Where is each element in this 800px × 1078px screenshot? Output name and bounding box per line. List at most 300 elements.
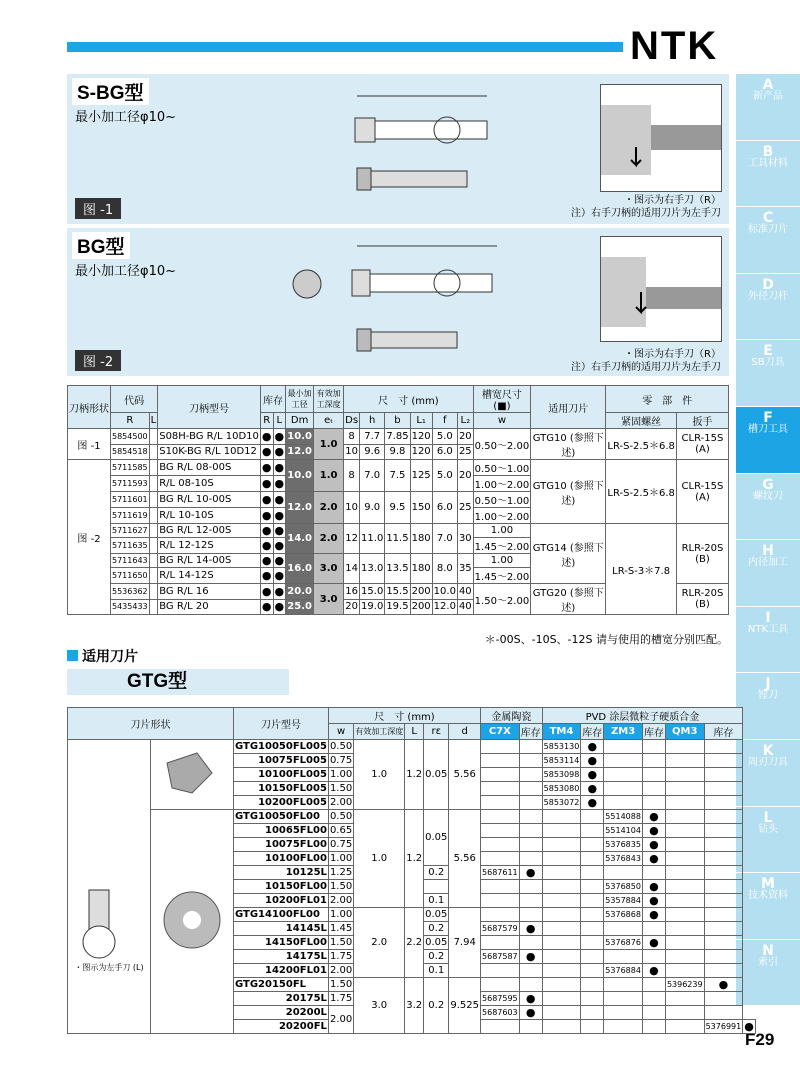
insert-width: 1.75 <box>329 993 353 1004</box>
insert-width: 1.50 <box>329 783 353 794</box>
dim-r: 0.2 <box>424 866 449 880</box>
stock-tm4 <box>581 964 604 978</box>
dim-h: 7.0 <box>360 460 385 492</box>
panel-title: S-BG型 <box>72 78 149 105</box>
nav-tab-i[interactable] <box>736 607 800 674</box>
insert-model: 10075FL00 <box>234 838 329 852</box>
insert-width: 0.50 <box>329 811 353 822</box>
code-r: 5711635 <box>111 538 150 554</box>
dim-b: 7.85 <box>385 429 410 445</box>
stock-l: ● <box>274 509 285 522</box>
col-id: d <box>449 724 481 740</box>
stock-c7x: ● <box>519 950 542 964</box>
code-zm3: 5514088 <box>604 810 643 824</box>
stock-zm3 <box>642 922 665 936</box>
nav-tab-letter: A <box>762 77 774 93</box>
nav-tab-f[interactable] <box>736 407 800 474</box>
col-stock-r: R <box>260 413 273 429</box>
stock-tm4 <box>581 824 604 838</box>
stock-l: ● <box>274 477 285 490</box>
dim-f: 6.0 <box>432 444 457 460</box>
stock-qm3 <box>704 866 743 880</box>
code-l <box>149 538 158 554</box>
nav-tab-g[interactable] <box>736 474 800 541</box>
code-r: 5711650 <box>111 568 150 584</box>
dim-d: 9.525 <box>449 978 481 1034</box>
stock-zm3 <box>642 950 665 964</box>
code-c7x <box>481 894 520 908</box>
stock-tm4 <box>604 1020 643 1034</box>
dim-l1: 180 <box>410 524 432 554</box>
dim-r: 0.05 <box>424 740 449 810</box>
eff-depth: 3.0 <box>314 584 344 615</box>
code-qm3 <box>665 782 704 796</box>
col-qm3: QM3 <box>665 724 704 740</box>
code-r: 5854500 <box>111 429 150 445</box>
code-r: 5711585 <box>111 460 150 476</box>
dim-l1: 120 <box>410 444 432 460</box>
code-qm3 <box>665 936 704 950</box>
nav-tab-label: 新产品 <box>753 91 783 102</box>
dim-ds: 8 <box>344 429 360 445</box>
insert-model: 20200FL <box>234 1020 329 1034</box>
code-tm4 <box>542 880 581 894</box>
stock-qm3 <box>704 950 743 964</box>
nav-tab-letter: G <box>762 476 774 493</box>
stock-l: ● <box>274 584 285 598</box>
insert-photo-2 <box>151 810 234 1034</box>
col-code-r: R <box>111 413 150 429</box>
stock-zm3: ● <box>642 964 665 978</box>
stock-tm4: ● <box>581 768 604 782</box>
stock-tm4: ● <box>581 740 604 754</box>
insert-width: 1.00 <box>329 909 353 920</box>
table-row <box>68 740 756 754</box>
code-zm3 <box>604 992 643 1006</box>
stock-c7x: ● <box>519 1006 542 1020</box>
insert-width: 1.50 <box>329 979 353 990</box>
code-c7x: 5687579 <box>481 922 520 936</box>
dim-l2: 40 <box>457 584 473 600</box>
stock-c7x <box>519 768 542 782</box>
insert-photo-1 <box>151 740 234 810</box>
stock-r: ● <box>261 524 272 537</box>
code-c7x <box>481 978 520 992</box>
holder-drawing-1 <box>327 86 527 211</box>
eff-depth: 1.0 <box>354 810 405 908</box>
holder-model: R/L 12-12S <box>158 538 261 554</box>
dim-l1: 125 <box>410 460 432 492</box>
dim-r: 0.2 <box>424 922 449 936</box>
code-zm3: 5376843 <box>604 852 643 866</box>
col-ieff: 有效加工深度 <box>354 724 405 740</box>
code-zm3 <box>604 796 643 810</box>
insert-model: 14145L <box>234 922 329 936</box>
dim-L: 1.2 <box>405 740 424 810</box>
dim-b: 11.5 <box>385 524 410 554</box>
nav-tab-letter: I <box>765 609 771 626</box>
code-tm4 <box>542 978 581 992</box>
table-row <box>68 429 729 445</box>
eff-depth: 2.0 <box>314 524 344 554</box>
panel-bg <box>67 228 729 376</box>
insert-model: 10200FL005 <box>234 796 329 810</box>
stock-qm3 <box>704 908 743 922</box>
stock-c7x <box>519 978 542 992</box>
insert-width: 1.50 <box>329 937 353 948</box>
stock-tm4 <box>581 908 604 922</box>
dim-l2: 40 <box>457 599 473 615</box>
stock-qm3 <box>704 810 743 824</box>
stock-qm3 <box>704 824 743 838</box>
dim-L: 2.2 <box>405 908 424 978</box>
nav-tab-label: 外径刀杆 <box>748 290 788 302</box>
col-stock-zm3: 库存 <box>642 724 665 740</box>
dim-l1: 120 <box>410 429 432 445</box>
col-width: 槽宽尺寸(■) <box>473 386 531 413</box>
col-h: h <box>360 413 385 429</box>
stock-c7x <box>519 852 542 866</box>
bullet-square-icon <box>67 650 78 661</box>
stock-qm3 <box>704 992 743 1006</box>
stock-zm3 <box>642 782 665 796</box>
code-l <box>149 599 158 615</box>
dim-h: 19.0 <box>360 599 385 615</box>
dim-f: 10.0 <box>432 584 457 600</box>
code-c7x <box>481 838 520 852</box>
insert-width: 1.25 <box>329 867 353 878</box>
dim-l2: 35 <box>457 554 473 584</box>
groove-width: 1.00 <box>473 524 531 538</box>
min-dia: 25.0 <box>286 599 314 615</box>
stock-qm3 <box>704 852 743 866</box>
code-l <box>149 476 158 492</box>
insert-model: 10125L <box>234 866 329 880</box>
col-stock-l: L <box>273 413 286 429</box>
insert-width: 1.50 <box>329 881 353 892</box>
stock-r: ● <box>261 461 272 474</box>
nav-tab-a[interactable] <box>736 74 800 141</box>
stock-c7x: ● <box>519 866 542 880</box>
nav-tab-label: 镗刀 <box>758 690 778 702</box>
holder-drawing-2 <box>287 234 527 364</box>
stock-qm3 <box>704 768 743 782</box>
code-zm3: 5376876 <box>604 936 643 950</box>
nav-tab-e[interactable] <box>736 340 800 407</box>
stock-l: ● <box>274 461 285 474</box>
nav-tab-label: SB刀具 <box>751 357 785 369</box>
insert-model: GTG14100FL00 <box>234 908 329 922</box>
col-eff-depth: 有效加工深度 <box>314 386 344 413</box>
code-c7x: 5687603 <box>481 1006 520 1020</box>
nav-tab-letter: E <box>763 343 773 360</box>
groove-width: 0.50～1.00 <box>473 492 531 508</box>
page-number: F29 <box>745 1030 775 1049</box>
dim-f: 7.0 <box>432 524 457 554</box>
stock-qm3 <box>704 838 743 852</box>
code-c7x <box>481 936 520 950</box>
stock-qm3 <box>704 880 743 894</box>
nav-tab-label: 钻头 <box>758 823 778 835</box>
min-dia: 12.0 <box>286 444 314 460</box>
eff-depth: 3.0 <box>354 978 405 1034</box>
nav-tab-letter: D <box>762 276 774 293</box>
dim-h: 9.6 <box>360 444 385 460</box>
clamp-screw: LR-S-3＊7.8 <box>606 524 677 615</box>
col-f: f <box>432 413 457 429</box>
applicable-insert: GTG10 (参照下述) <box>531 460 606 524</box>
code-qm3 <box>665 824 704 838</box>
stock-c7x <box>519 824 542 838</box>
dim-r <box>424 880 449 894</box>
holder-model: BG R/L 10-00S <box>158 492 261 508</box>
col-min-dia: 最小加工径 <box>286 386 314 413</box>
insert-model: 20175L <box>234 992 329 1006</box>
code-c7x: 5687587 <box>481 950 520 964</box>
code-r: 5711601 <box>111 492 150 508</box>
code-c7x <box>481 810 520 824</box>
stock-tm4 <box>581 922 604 936</box>
table-row <box>68 524 729 538</box>
dim-h: 13.0 <box>360 554 385 584</box>
dim-r: 0.05 <box>425 909 448 920</box>
stock-zm3: ● <box>642 810 665 824</box>
col-cermet: 金属陶瓷 <box>481 708 543 724</box>
holder-model: BG R/L 20 <box>158 599 261 615</box>
dim-f: 5.0 <box>432 460 457 492</box>
col-dm: Dm <box>286 413 314 429</box>
col-code-l: L <box>149 413 158 429</box>
min-dia: 16.0 <box>286 554 314 584</box>
wrench: CLR-15S (A) <box>676 429 728 460</box>
dim-f: 6.0 <box>432 492 457 524</box>
nav-tab-b[interactable] <box>736 141 800 208</box>
code-tm4: 5853114 <box>542 754 581 768</box>
stock-qm3 <box>704 1006 743 1020</box>
col-dims: 尺 寸 (mm) <box>344 386 474 413</box>
holder-model: BG R/L 12-00S <box>158 524 261 538</box>
eff-depth: 1.0 <box>314 460 344 492</box>
insert-model: 10075FL005 <box>234 754 329 768</box>
eff-depth: 2.0 <box>354 908 405 978</box>
col-ir: rε <box>424 724 449 740</box>
code-c7x: 5687611 <box>481 866 520 880</box>
col-code: 代码 <box>111 386 158 413</box>
code-qm3 <box>665 768 704 782</box>
code-c7x <box>481 824 520 838</box>
dim-l2: 30 <box>457 524 473 554</box>
code-tm4: 5853072 <box>542 796 581 810</box>
table-row <box>68 460 729 476</box>
dim-f: 5.0 <box>432 429 457 445</box>
dim-h: 11.0 <box>360 524 385 554</box>
dim-l1: 200 <box>410 599 432 615</box>
stock-l: ● <box>274 445 285 459</box>
code-r: 5711643 <box>111 554 150 568</box>
dim-ds: 12 <box>344 524 360 554</box>
holder-model: S08H-BG R/L 10D10 <box>158 429 261 445</box>
dim-l1: 180 <box>410 554 432 584</box>
col-zm3: ZM3 <box>604 724 643 740</box>
shape-label: 图 -2 <box>68 460 111 615</box>
insert-model: 14150FL00 <box>234 936 329 950</box>
code-r: 5435433 <box>111 599 150 615</box>
header-accent-bar <box>67 42 623 52</box>
panel-note: ・图示为右手刀（R） 注）右手刀柄的适用刀片为左手刀 <box>571 195 721 219</box>
col-insert-model: 刀片型号 <box>234 708 329 740</box>
panel-subtitle: 最小加工径φ10~ <box>75 110 177 125</box>
stock-zm3 <box>642 1006 665 1020</box>
insert-width: 0.50 <box>329 741 353 752</box>
insert-dimension-drawing <box>69 880 149 960</box>
code-tm4: 5853080 <box>542 782 581 796</box>
panel-subtitle: 最小加工径φ10~ <box>75 264 177 279</box>
nav-tab-label: 螺纹刀 <box>753 490 783 502</box>
code-tm4 <box>542 950 581 964</box>
stock-zm3: ● <box>642 838 665 852</box>
stock-tm4 <box>581 838 604 852</box>
insert-model: GTG10050FL00 <box>234 810 329 824</box>
figure-label: 图 -2 <box>75 350 121 371</box>
insert-diagram-cell <box>68 740 151 1034</box>
dim-r: 0.1 <box>424 964 449 978</box>
stock-r: ● <box>261 493 272 506</box>
application-photo-1 <box>600 84 722 192</box>
stock-c7x: ● <box>519 992 542 1006</box>
code-l <box>149 508 158 524</box>
col-screw: 紧固螺丝 <box>606 413 677 429</box>
nav-tab-label: 索引 <box>758 956 778 968</box>
eff-depth: 1.0 <box>314 429 344 460</box>
col-l1: L₁ <box>410 413 432 429</box>
insert-width: 0.75 <box>329 839 353 850</box>
code-zm3 <box>604 950 643 964</box>
code-c7x <box>481 754 520 768</box>
groove-width: 0.50～1.00 <box>473 460 531 476</box>
stock-zm3: ● <box>642 852 665 866</box>
clamp-screw: LR-S-2.5＊6.8 <box>606 429 677 460</box>
dim-L: 3.2 <box>405 978 424 1034</box>
code-zm3 <box>604 978 643 992</box>
nav-tab-h[interactable] <box>736 540 800 607</box>
stock-l: ● <box>274 569 285 582</box>
dim-h: 15.0 <box>360 584 385 600</box>
code-tm4 <box>542 852 581 866</box>
insert-note: ・图示为左手刀 (L) <box>74 963 144 972</box>
insert-model: 10150FL00 <box>234 880 329 894</box>
code-l <box>149 554 158 568</box>
code-zm3 <box>604 768 643 782</box>
stock-qm3 <box>704 964 743 978</box>
code-tm4 <box>542 1006 581 1020</box>
dim-r: 0.2 <box>424 978 449 1034</box>
holder-footnote: ＊-00S、-10S、-12S 请与使用的槽宽分别匹配。 <box>484 633 728 646</box>
table-row <box>68 810 756 824</box>
brand-logo: NTK <box>630 24 719 68</box>
stock-c7x <box>519 908 542 922</box>
insert-spec-table <box>67 707 756 1034</box>
dim-ds: 10 <box>344 444 360 460</box>
stock-r: ● <box>261 509 272 522</box>
insert-width: 2.00 <box>329 895 353 906</box>
col-stock-c7x: 库存 <box>519 724 542 740</box>
code-qm3 <box>665 880 704 894</box>
code-l <box>149 444 158 460</box>
insert-width: 0.65 <box>329 825 353 836</box>
dim-r: 0.1 <box>424 894 449 908</box>
holder-model: R/L 14-12S <box>158 568 261 584</box>
code-zm3 <box>604 782 643 796</box>
dim-b: 7.5 <box>385 460 410 492</box>
col-wrench: 扳手 <box>676 413 728 429</box>
code-zm3 <box>604 754 643 768</box>
code-l <box>149 584 158 600</box>
dim-f: 8.0 <box>432 554 457 584</box>
stock-l: ● <box>274 524 285 537</box>
stock-qm3: ● <box>704 978 743 992</box>
nav-tab-label: 工具材料 <box>748 157 788 169</box>
code-zm3: 5376868 <box>604 908 643 922</box>
nav-tab-c[interactable] <box>736 207 800 274</box>
dim-ds: 8 <box>344 460 360 492</box>
stock-r: ● <box>261 429 272 443</box>
stock-qm3 <box>704 922 743 936</box>
code-qm3 <box>665 922 704 936</box>
code-tm4 <box>542 908 581 922</box>
insert-width: 1.00 <box>329 769 353 780</box>
eff-depth: 3.0 <box>314 554 344 584</box>
stock-qm3: ● <box>744 1020 754 1033</box>
stock-c7x <box>519 810 542 824</box>
code-tm4 <box>542 992 581 1006</box>
code-c7x <box>481 880 520 894</box>
dim-l2: 20 <box>457 429 473 445</box>
applicable-insert: GTG10 (参照下述) <box>531 429 606 460</box>
stock-tm4: ● <box>581 754 604 768</box>
code-l <box>149 568 158 584</box>
code-qm3 <box>665 754 704 768</box>
code-qm3 <box>665 964 704 978</box>
code-qm3 <box>665 992 704 1006</box>
code-tm4 <box>542 838 581 852</box>
stock-r: ● <box>261 569 272 582</box>
insert-width: 2.00 <box>329 797 353 808</box>
code-c7x <box>481 908 520 922</box>
insert-model: 10150FL005 <box>234 782 329 796</box>
figure-label: 图 -1 <box>75 198 121 219</box>
insert-width: 1.75 <box>329 951 353 962</box>
col-shape: 刀柄形状 <box>68 386 111 429</box>
dim-h: 7.7 <box>360 429 385 445</box>
stock-c7x <box>519 754 542 768</box>
dim-r: 0.05 <box>424 810 449 866</box>
code-qm3 <box>665 838 704 852</box>
col-insert: 适用刀片 <box>531 386 606 429</box>
nav-tab-d[interactable] <box>736 274 800 341</box>
stock-r: ● <box>261 584 272 598</box>
stock-tm4 <box>581 936 604 950</box>
code-c7x <box>481 782 520 796</box>
insert-model: 10065FL00 <box>234 824 329 838</box>
code-zm3: 5376884 <box>604 964 643 978</box>
col-insert-dims: 尺 寸 (mm) <box>328 708 480 724</box>
code-tm4 <box>542 936 581 950</box>
code-l <box>149 460 158 476</box>
holder-model: BG R/L 16 <box>158 584 261 600</box>
code-qm3 <box>665 852 704 866</box>
stock-zm3: ● <box>642 908 665 922</box>
stock-c7x <box>519 838 542 852</box>
